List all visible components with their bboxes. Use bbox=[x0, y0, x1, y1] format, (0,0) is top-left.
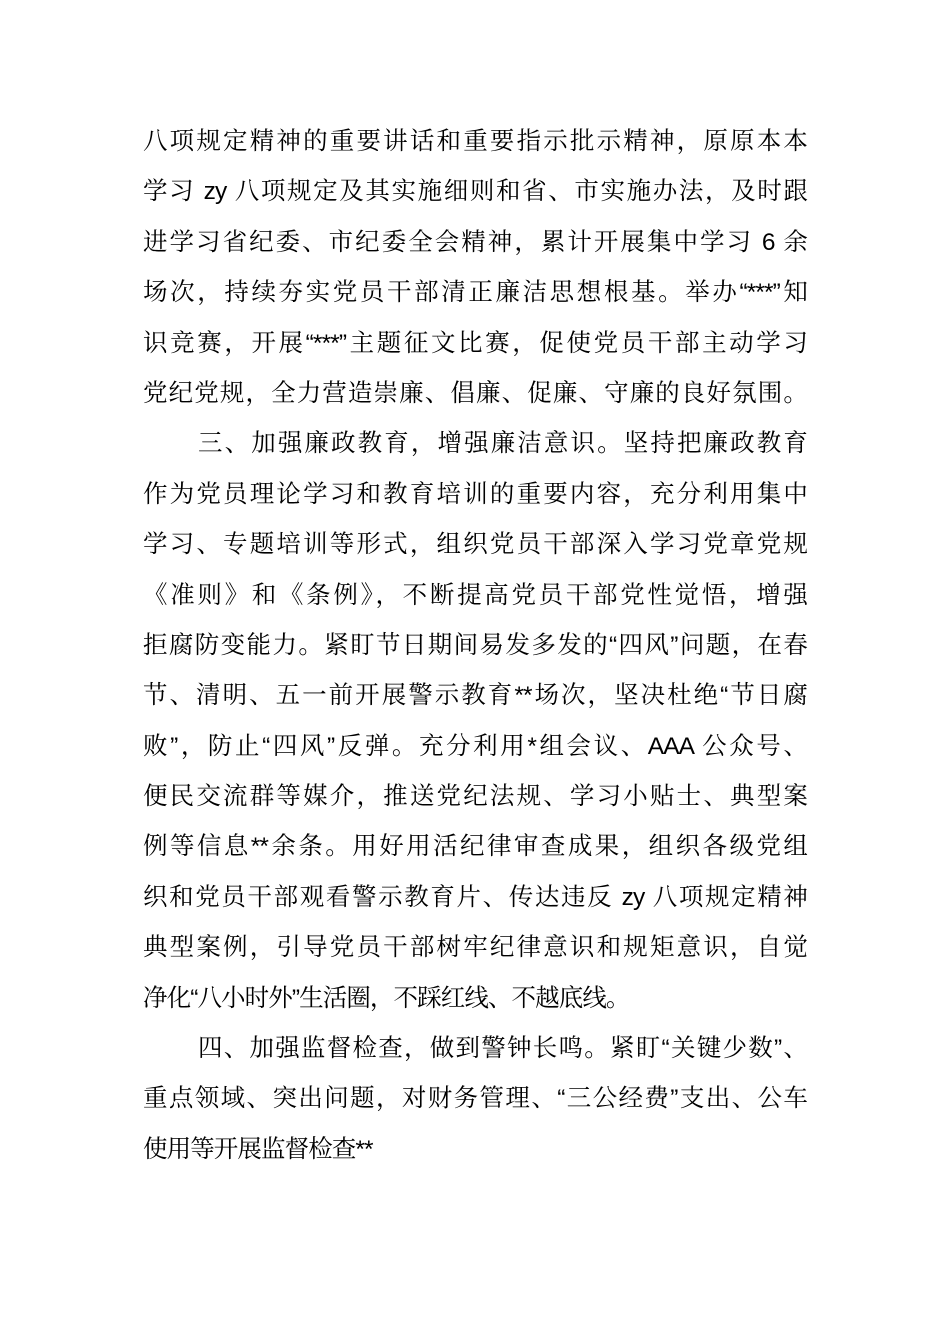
text-line: 识竞赛，开展“***”主题征文比赛，促使党员干部主动学习 bbox=[143, 329, 807, 357]
text-line: 学习、专题培训等形式，组织党员干部深入学习党章党规 bbox=[143, 531, 807, 559]
text-line: 进学习省纪委、市纪委全会精神，累计开展集中学习 6 余 bbox=[143, 228, 807, 256]
text-line: 作为党员理论学习和教育培训的重要内容，充分利用集中 bbox=[143, 480, 807, 508]
text-line: 重点领域、突出问题，对财务管理、“三公经费”支出、公车 bbox=[143, 1085, 807, 1113]
text-line: 场次，持续夯实党员干部清正廉洁思想根基。举办“***”知 bbox=[143, 279, 807, 307]
text-line: 使用等开展监督检查** bbox=[143, 1135, 373, 1163]
text-line: 织和党员干部观看警示教育片、传达违反 zy 八项规定精神 bbox=[143, 883, 807, 911]
text-line: 例等信息**余条。用好用活纪律审查成果，组织各级党组 bbox=[143, 833, 807, 861]
text-line: 学习 zy 八项规定及其实施细则和省、市实施办法，及时跟 bbox=[143, 178, 807, 206]
paragraph-heading-line: 四、加强监督检查，做到警钟长鸣。紧盯“关键少数”、 bbox=[198, 1035, 807, 1063]
text-line: 便民交流群等媒介，推送党纪法规、学习小贴士、典型案 bbox=[143, 783, 807, 811]
text-line: 典型案例，引导党员干部树牢纪律意识和规矩意识，自觉 bbox=[143, 934, 807, 962]
paragraph-heading-line: 三、加强廉政教育，增强廉洁意识。坚持把廉政教育 bbox=[198, 430, 807, 458]
text-line: 八项规定精神的重要讲话和重要指示批示精神，原原本本 bbox=[143, 128, 807, 155]
text-line: 败”，防止“四风”反弹。充分利用*组会议、AAA 公众号、 bbox=[143, 732, 807, 760]
text-line: 净化“八小时外”生活圈，不踩红线、不越底线。 bbox=[143, 984, 630, 1012]
text-line: 节、清明、五一前开展警示教育**场次，坚决杜绝“节日腐 bbox=[143, 682, 807, 710]
text-line: 党纪党规，全力营造崇廉、倡廉、促廉、守廉的良好氛围。 bbox=[143, 379, 807, 407]
text-line: 拒腐防变能力。紧盯节日期间易发多发的“四风”问题，在春 bbox=[143, 631, 807, 659]
text-line: 《准则》和《条例》，不断提高党员干部党性觉悟，增强 bbox=[143, 581, 807, 609]
document-text-block bbox=[143, 117, 807, 1175]
